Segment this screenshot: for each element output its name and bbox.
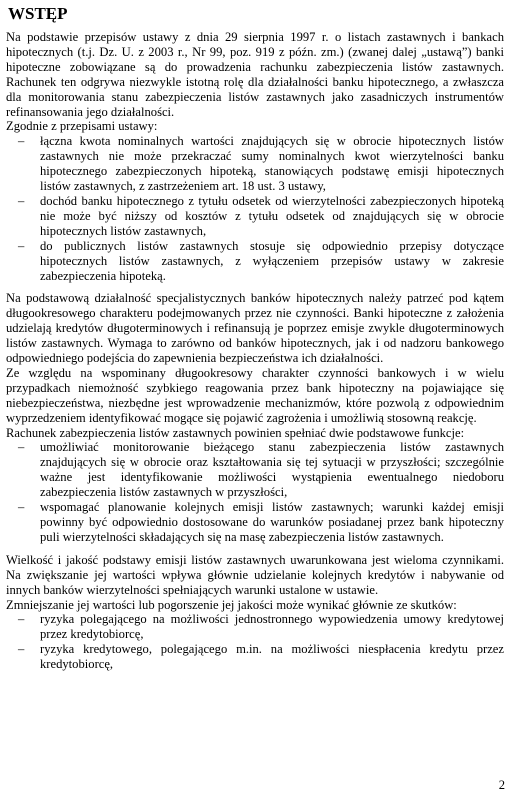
paragraph-intro: Na podstawie przepisów ustawy z dnia 29 sierpnia 1997 r. o listach zastawnych i bankach hipotecznych (t.j. Dz. U. z 2003 r., Nr 99, poz. 919 z późn. zm.) (zwanej dalej „ustawą”) banki hipoteczne zobowiązane są do prowadzenia rachunku zabezpieczenia listów zastawnych. Rachunek ten odgrywa niezwykle istotną rolę dla działalności banku hipotecznego, a zwłaszcza dla monitorowania stanu zabezpieczenia listów zastawnych jako zasadniczych instrumentów refinansowania jego działalności.	[6, 30, 504, 119]
list-item	[6, 194, 504, 239]
list-item-text: dochód banku hipotecznego z tytułu odsetek od wierzytelności zabezpieczonych hipoteką nie może być niższy od kosztów z tytułu odsetek od znajdujących się w obrocie hipotecznych listów zastawnych,	[40, 193, 504, 238]
document-page	[6, 4, 504, 672]
paragraph-wielkosc: Wielkość i jakość podstawy emisji listów zastawnych uwarunkowana jest wieloma czynnikami. Na zwiększanie jej wartości wpływa głównie udzielanie kolejnych kredytów i nabywanie od innych banków wierzytelności spełniających warunki ustalone w ustawie.	[6, 552, 504, 597]
list-item	[6, 500, 504, 545]
list-item	[6, 612, 504, 642]
list-item-text: do publicznych listów zastawnych stosuje się odpowiednio przepisy dotyczące hipotecznych listów zastawnych, z wyłączeniem przepisów ustawy w zakresie zabezpieczenia hipoteką.	[40, 238, 504, 283]
list-item-text: wspomagać planowanie kolejnych emisji listów zastawnych; warunki każdej emisji powinny być odpowiednio dostosowane do warunków posiadanej przez bank hipoteczny puli wierzytelności składających się na masę zabezpieczenia listów zastawnych.	[40, 500, 504, 544]
list-item	[6, 239, 504, 284]
list-item	[6, 642, 504, 672]
ustawa-list	[6, 134, 504, 283]
dash-bullet: –	[18, 500, 25, 515]
list-item-text: ryzyka kredytowego, polegającego m.in. na możliwości niespłacenia kredytu przez kredytobiorcę,	[40, 642, 504, 672]
list-item-text: łączna kwota nominalnych wartości znajdujących się w obrocie hipotecznych listów zastawnych nie może przekraczać sumy nominalnych kwot wierzytelności banku hipotecznego zabezpieczonych hipoteką, stanowiących podstawę emisji hipotecznych listów zastawnych, z zastrzeżeniem art. 18 ust. 3 ustawy,	[40, 134, 504, 194]
paragraph-ustawa-intro: Zgodnie z przepisami ustawy:	[6, 119, 158, 134]
skutki-list	[6, 612, 504, 672]
list-item-text: umożliwiać monitorowanie bieżącego stanu zabezpieczenia listów zastawnych znajdujących się w obrocie oraz kształtowania się tej sytuacji w przyszłości; szczególnie ważne jest identyfikowanie możliwości wystąpienia ewentualnego niedoboru zabezpieczenia listów zastawnych w przyszłości,	[40, 440, 504, 500]
page-number: 2	[498, 778, 505, 792]
dash-bullet: –	[18, 193, 25, 208]
list-item	[6, 134, 504, 194]
dash-bullet: –	[18, 134, 25, 149]
dash-bullet: –	[18, 440, 25, 455]
dash-bullet: –	[18, 238, 25, 253]
section-heading: WSTĘP	[8, 4, 68, 23]
list-item	[6, 440, 504, 500]
paragraph-funkcje-intro: Rachunek zabezpieczenia listów zastawnych powinien spełniać dwie podstawowe funkcje:	[6, 425, 465, 440]
paragraph-mechanizmy: Ze względu na wspominany długookresowy charakter czynności bankowych i w wielu przypadkach niemożność szybkiego reagowania przez bank hipoteczny na pojawiające się niebezpieczeństwa, niezbędne jest wprowadzenie mechanizmów, które pozwolą z odpowiednim wyprzedzeniem identyfikować mogące się pojawić zagrożenia i umożliwią stosowną reakcję.	[6, 365, 504, 425]
list-item-text: ryzyka polegającego na możliwości jednostronnego wypowiedzenia umowy kredytowej przez kredytobiorcę,	[40, 612, 504, 642]
paragraph-skutki-intro: Zmniejszanie jej wartości lub pogorszenie jej jakości może wynikać głównie ze skutków:	[6, 597, 457, 612]
dash-bullet: –	[18, 642, 25, 657]
dash-bullet: –	[18, 612, 25, 627]
funkcje-list	[6, 440, 504, 544]
paragraph-dzialalnosc: Na podstawową działalność specjalistycznych banków hipotecznych należy patrzeć pod kątem długookresowego charakteru podejmowanych przez nie czynności. Banki hipoteczne z założenia udzielają kredytów długoterminowych i refinansują je poprzez emisje zwykle długoterminowych listów zastawnych. Wymaga to zarówno od banków hipotecznych, jak i od nadzoru bankowego odpowiedniego podejścia do zapewnienia bezpieczeństwa ich działalności.	[6, 291, 504, 366]
